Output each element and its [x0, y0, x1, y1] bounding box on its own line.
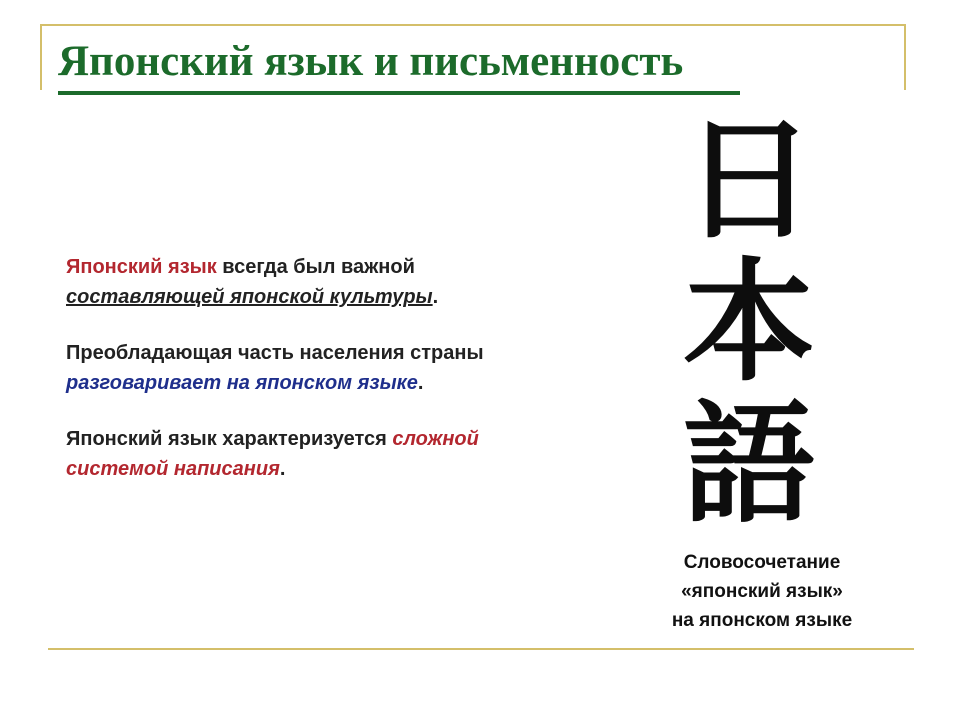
- kanji-ni: 日: [683, 103, 815, 258]
- highlight-writing-system: системой написания: [66, 458, 280, 480]
- frame-left-line: [40, 24, 42, 90]
- frame-bottom-line: [48, 648, 914, 650]
- paragraph-writing-system: [66, 424, 479, 484]
- kanji-caption: [662, 548, 862, 635]
- period: .: [417, 372, 424, 394]
- caption-line-1: Словосочетание: [683, 552, 841, 573]
- highlight-speaks-japanese: разговаривает на японском языке: [66, 372, 418, 394]
- underlined-phrase-culture: составляющей японской культуры: [66, 286, 433, 308]
- highlight-japanese-language: Японский язык: [66, 256, 217, 278]
- period: .: [432, 286, 439, 308]
- text-segment: Японский язык характеризуется: [66, 428, 393, 450]
- text-segment: всегда был важной: [216, 256, 415, 278]
- slide-title: Японский язык и письменность: [58, 38, 684, 85]
- paragraph-culture: [66, 252, 438, 312]
- title-underline: [58, 91, 740, 95]
- paragraph-population: [66, 338, 484, 398]
- text-segment: Преобладающая часть населения страны: [66, 342, 484, 364]
- kanji-hon: 本: [683, 245, 815, 400]
- frame-top-line: [40, 24, 906, 26]
- period: .: [279, 458, 286, 480]
- frame-right-line: [904, 24, 906, 90]
- caption-line-2: «японский язык»: [681, 581, 843, 602]
- caption-line-3: на японском языке: [671, 610, 853, 631]
- kanji-column: [664, 103, 834, 542]
- kanji-go: 語: [683, 387, 815, 542]
- highlight-complex: сложной: [392, 428, 479, 450]
